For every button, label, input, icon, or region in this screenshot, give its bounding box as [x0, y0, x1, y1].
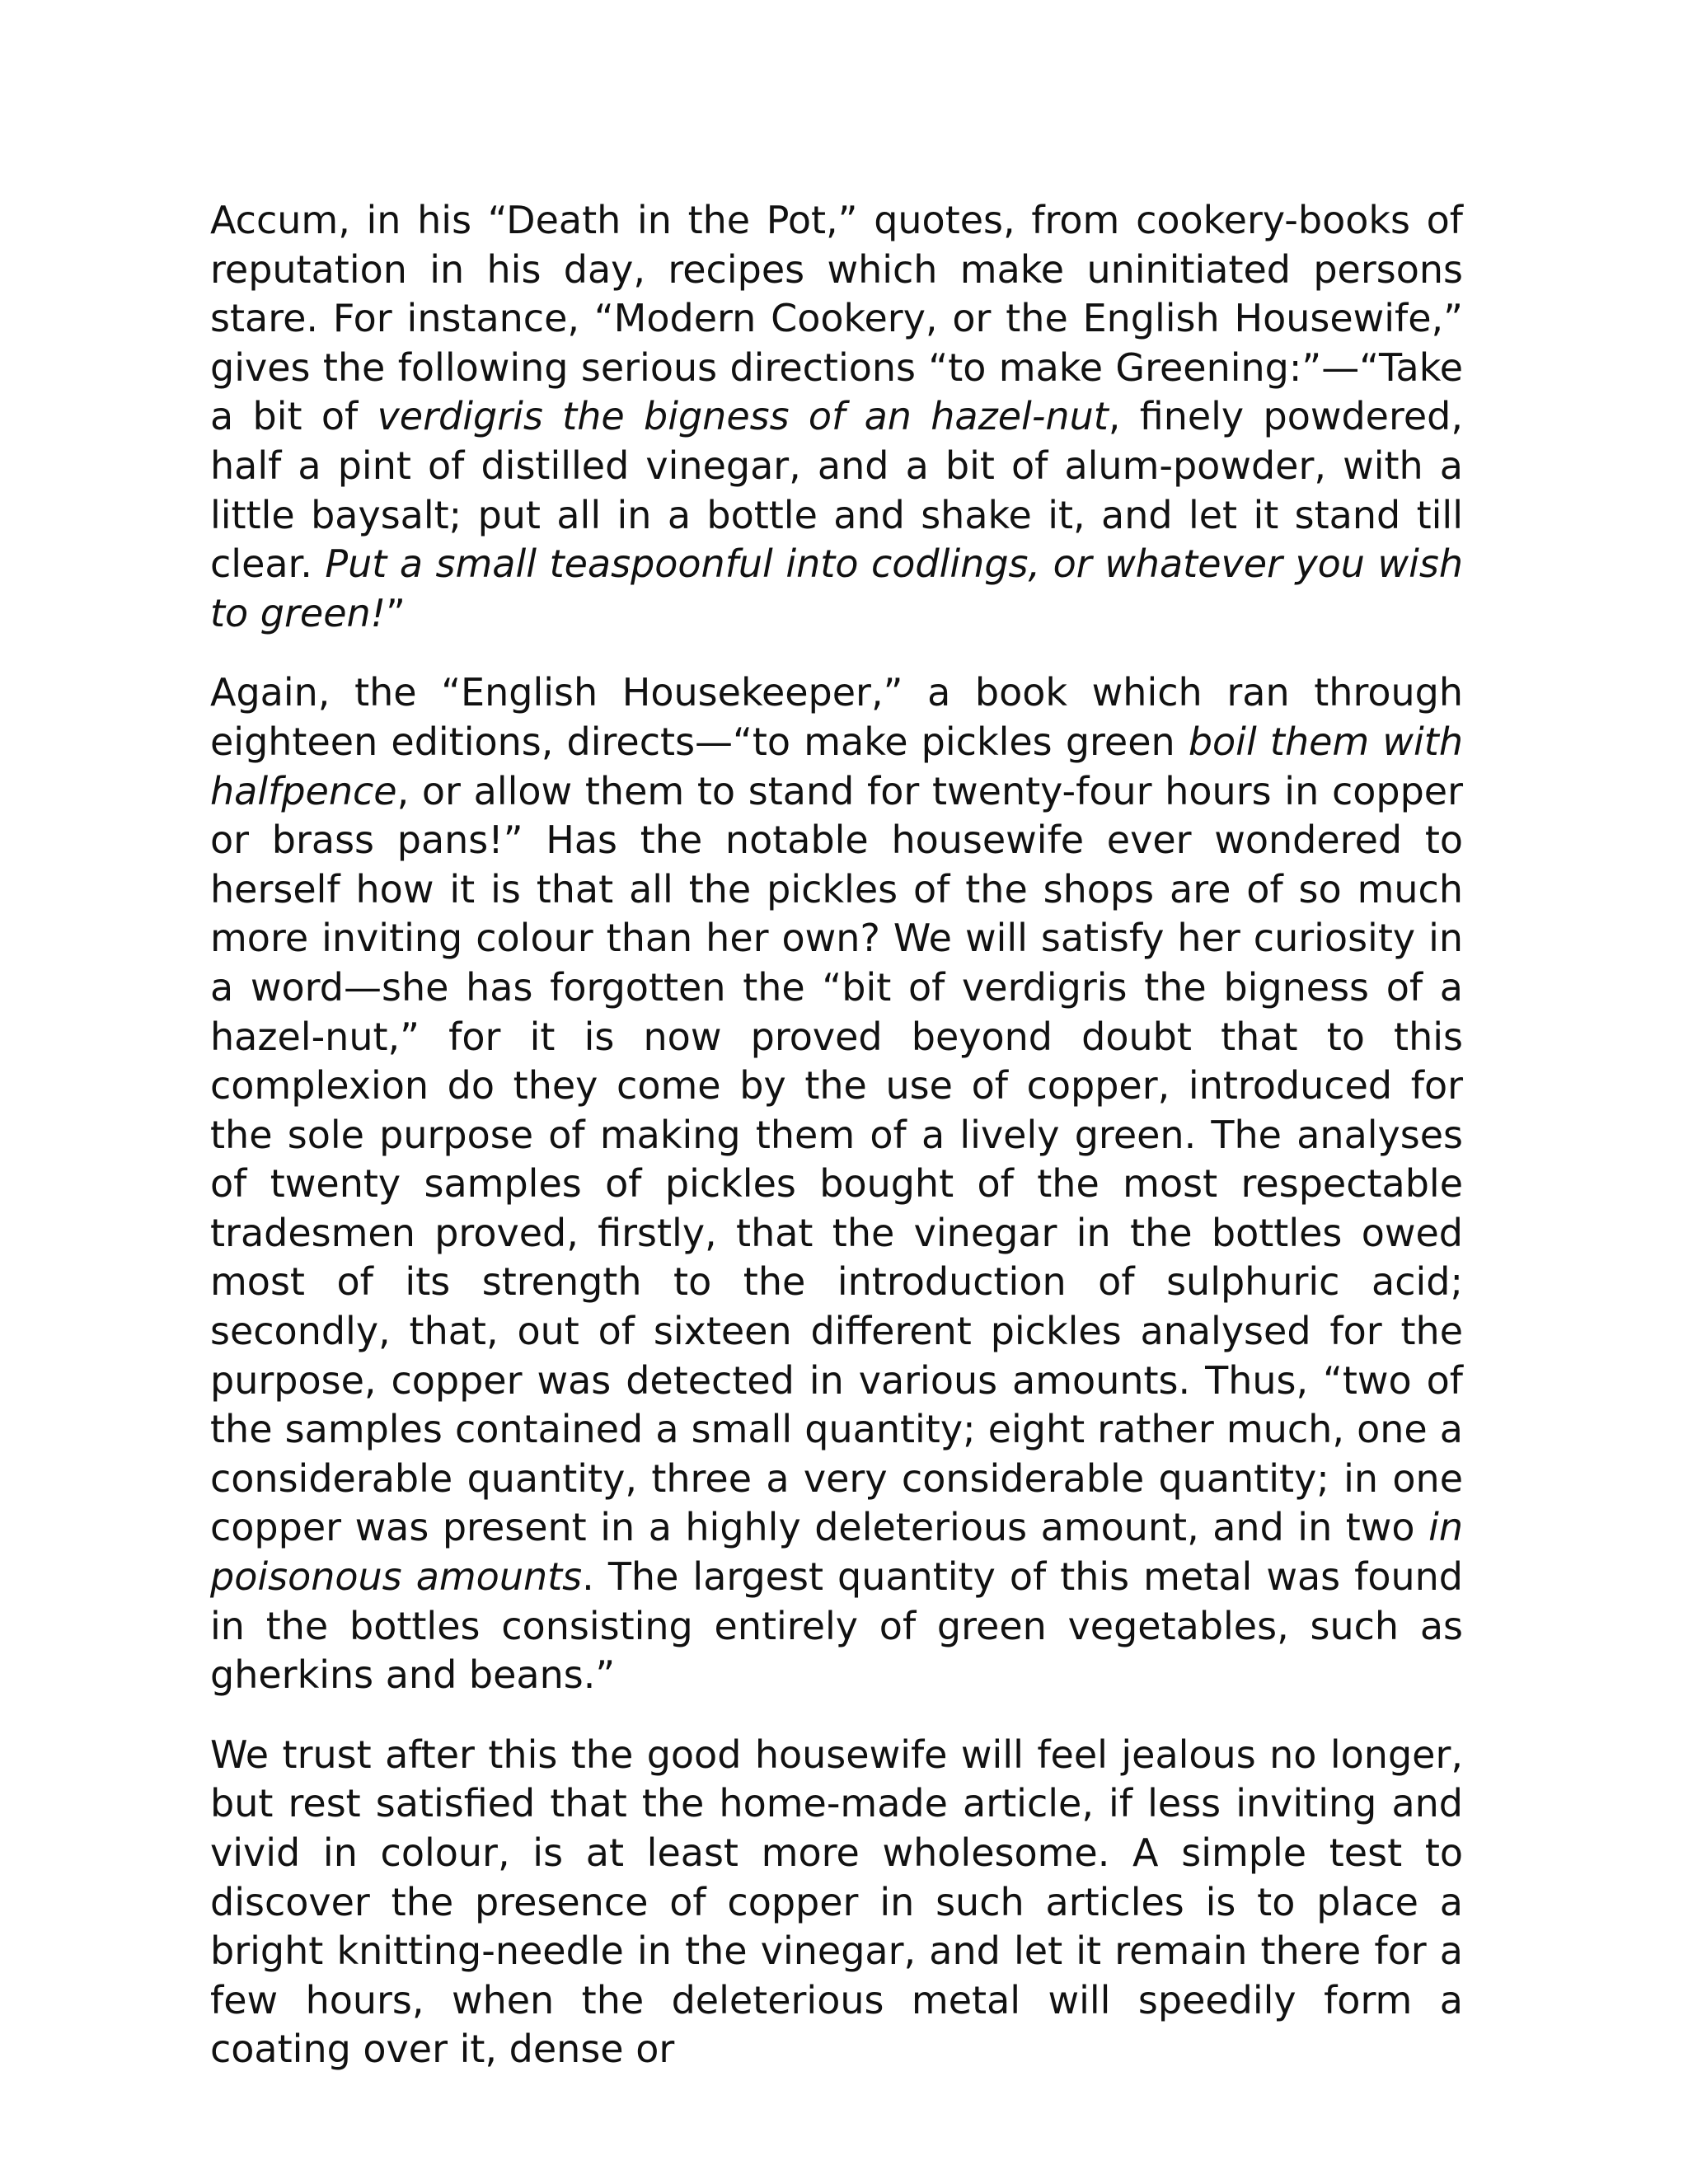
text-segment: . The largest quantity of this metal was found in the bottles consisting entirely of green vegetables, such as gherkins and beans.” — [210, 1554, 1463, 1698]
italic-segment: in poisonous amounts — [210, 1505, 1463, 1600]
italic-segment: Put a small teaspoonful into codlings, or whatever you wish to green! — [210, 541, 1463, 635]
italic-segment: verdigris the bigness of an hazel-nut — [377, 394, 1109, 439]
text-segment: We trust after this the good housewife will feel jealous no longer, but rest satisfied that the home-made article, if less inviting and vivid in colour, is at least more wholesome. A simple test to discover the presence of copper in such articles is to place a bright knitting-needle in the vinegar, and let it remain there for a few hours, when the deleterious metal will speedily form a coating over it, dense or — [210, 1732, 1463, 2072]
paragraph — [210, 196, 1463, 638]
italic-segment: boil them with halfpence — [210, 719, 1463, 813]
text-segment: Again, the “English Housekeeper,” a book which ran through eighteen editions, directs—“to make pickles green — [210, 670, 1463, 764]
text-segment: ” — [386, 590, 406, 635]
paragraph — [210, 668, 1463, 1699]
page-text — [210, 196, 1463, 2105]
text-segment: Accum, in his “Death in the Pot,” quotes, from cookery-books of reputation in his day, recipes which make uninitiated persons stare. For instance, “Modern Cookery, or the English Housewife,” gives the following serious directions “to make Greening:”—“Take a bit of — [210, 198, 1463, 439]
text-segment: , or allow them to stand for twenty-four hours in copper or brass pans!” Has the notable housewife ever wondered to herself how it is that all the pickles of the shops are of so much more inviting colour than her own? We will satisfy her curiosity in a word—she has forgotten the “bit of verdigris the bigness of a hazel-nut,” for it is now proved beyond doubt that to this complexion do they come by the use of copper, introduced for the sole purpose of making them of a lively green. The analyses of twenty samples of pickles bought of the most respectable tradesmen proved, firstly, that the vinegar in the bottles owed most of its strength to the introduction of sulphuric acid; secondly, that, out of sixteen different pickles analysed for the purpose, copper was detected in various amounts. Thus, “two of the samples contained a small quantity; eight rather much, one a considerable quantity, three a very considerable quantity; in one copper was present in a highly deleterious amount, and in two — [210, 768, 1463, 1550]
paragraph — [210, 1731, 1463, 2074]
text-segment: , finely powdered, half a pint of distilled vinegar, and a bit of alum-powder, with a little baysalt; put all in a bottle and shake it, and let it stand till clear. — [210, 394, 1463, 587]
